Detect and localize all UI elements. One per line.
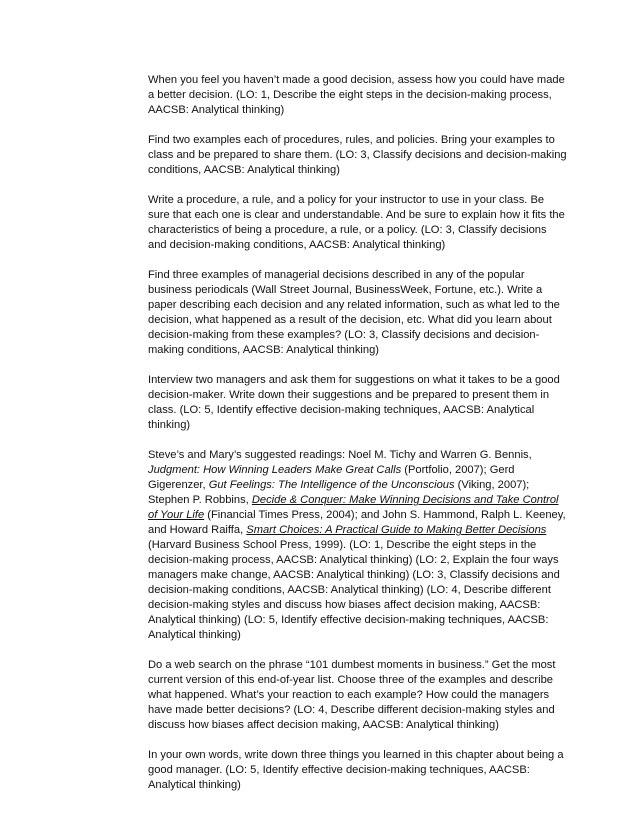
book-publisher-smart-choices: (Harvard Business School Press, 1999). (LO: 1, Describe the eight steps in the decision-making process, AACSB: Analytical thinking) (LO: 2, Explain the four ways managers make change, AACSB: Analytical thinking) (LO: 3, Classify decisions and decision-making conditions, AACSB: Analytical thinking) (LO: 4, Describe different decision-making styles and discuss how biases affect decision making, AACSB: Analytical thinking) (LO: 5, Identify effective decision-making techniques, AACSB: Analytical thinking) bbox=[148, 539, 560, 641]
exercise-paragraph-4: Find three examples of managerial decisions described in any of the popular business periodicals (Wall Street Journal, BusinessWeek, Fortune, etc.). Write a paper describing each decision and any related information, such as what led to the decision, what happened as a result of the decision, etc. What did you learn about decision-making from these examples? (LO: 3, Classify decisions and decision-making conditions, AACSB: Analytical thinking) bbox=[148, 269, 560, 356]
book-publisher-decide-and-conquer: (Financial Times Press, 2004); and John S. Hammond, Ralph L. Keeney, and Howard Raiffa, bbox=[148, 509, 566, 536]
exercise-paragraph-8: In your own words, write down three things you learned in this chapter about being a good manager. (LO: 5, Identify effective decision-making techniques, AACSB: Analytical thinking) bbox=[148, 749, 564, 791]
exercise-paragraph-5: Interview two managers and ask them for suggestions on what it takes to be a good decision-maker. Write down their suggestions and be prepared to present them in class. (LO: 5, Identify effective decision-making techniques, AACSB: Analytical thinking) bbox=[148, 374, 560, 431]
exercise-paragraph-2: Find two examples each of procedures, rules, and policies. Bring your examples to class and be prepared to share them. (LO: 3, Classify decisions and decision-making conditions, AACSB: Analytical thinking) bbox=[148, 134, 567, 176]
readings-intro: Steve’s and Mary’s suggested readings: Noel M. Tichy and Warren G. Bennis, bbox=[148, 449, 532, 461]
book-title-gut-feelings: Gut Feelings: The Intelligence of the Unconscious bbox=[208, 479, 455, 491]
book-title-judgment: Judgment: How Winning Leaders Make Great Calls bbox=[148, 464, 402, 476]
book-publisher-gut-feelings: (Viking, 2007); Stephen P. Robbins, bbox=[148, 479, 530, 506]
exercise-paragraph-3: Write a procedure, a rule, and a policy for your instructor to use in your class. Be sure that each one is clear and understandable. And be sure to explain how it fits the characteristics of being a procedure, a rule, or a policy. (LO: 3, Classify decisions and decision-making conditions, AACSB: Analytical thinking) bbox=[148, 194, 565, 251]
exercise-paragraph-7: Do a web search on the phrase “101 dumbest moments in business.” Get the most current version of this end-of-year list. Choose three of the examples and describe what happened. What’s your reaction to each example? How could the managers have made better decisions? (LO: 4, Describe different decision-making styles and discuss how biases affect decision making, AACSB: Analytical thinking) bbox=[148, 659, 556, 731]
book-publisher-judgment: (Portfolio, 2007); Gerd Gigerenzer, bbox=[148, 464, 515, 491]
suggested-readings-paragraph bbox=[148, 448, 568, 643]
exercise-paragraph-1: When you feel you haven’t made a good decision, assess how you could have made a better decision. (LO: 1, Describe the eight steps in the decision-making process, AACSB: Analytical thinking) bbox=[148, 74, 565, 116]
exercise-list bbox=[148, 73, 568, 793]
book-title-smart-choices: Smart Choices: A Practical Guide to Making Better Decisions bbox=[246, 524, 547, 536]
book-title-decide-and-conquer: Decide & Conquer: Make Winning Decisions and Take Control of Your Life bbox=[148, 494, 559, 521]
